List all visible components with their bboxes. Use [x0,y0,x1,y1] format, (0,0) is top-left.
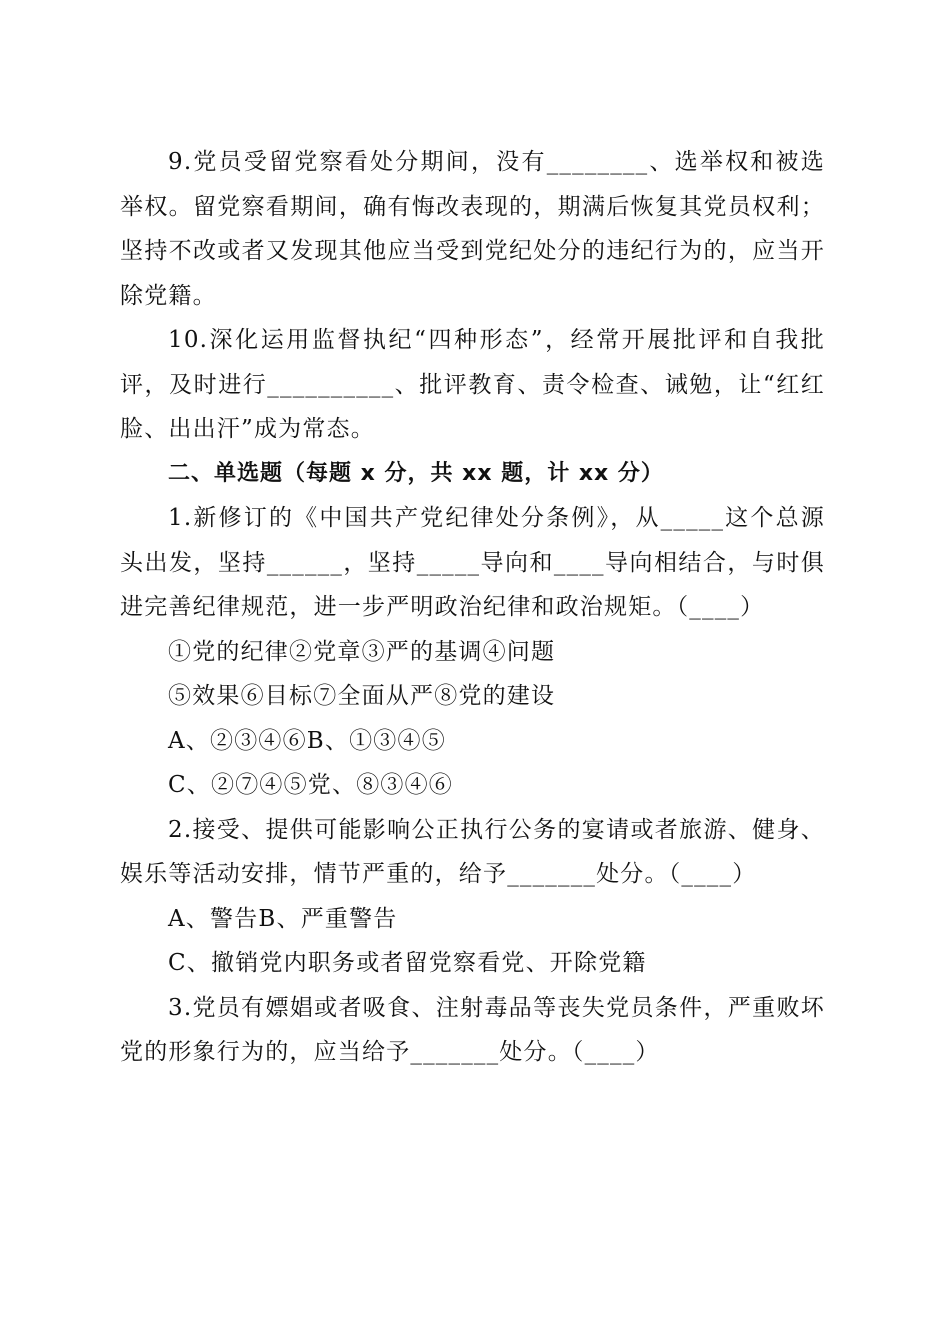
question-1-options-c-d: C、②⑦④⑤党、⑧③④⑥ [168,772,453,798]
single-choice-question-3: 3.党员有嫖娼或者吸食、注射毒品等丧失党员条件，严重败坏党的形象行为的，应当给予_______处分。（____） [120,994,825,1065]
question-1-items-line-1: ①党的纪律②党章③严的基调④问题 [168,638,556,665]
document-body [120,140,825,1075]
single-choice-question-2: 2.接受、提供可能影响公正执行公务的宴请或者旅游、健身、娱乐等活动安排，情节严重的，给予_______处分。（____） [120,816,825,887]
question-9-fill-blank: 9.党员受留党察看处分期间，没有________、选举权和被选举权。留党察看期间，确有悔改表现的，期满后恢复其党员权利；坚持不改或者又发现其他应当受到党纪处分的违纪行为的，应当开除党籍。 [120,149,825,309]
question-1-options-a-b: A、②③④⑥B、①③④⑤ [168,727,446,754]
section-heading-single-choice: 二、单选题（每题 x 分，共 xx 题，计 xx 分） [168,460,664,486]
question-10-fill-blank: 10.深化运用监督执纪“四种形态”，经常开展批评和自我批评，及时进行__________、批评教育、责令检查、诫勉，让“红红脸、出出汗”成为常态。 [120,327,825,442]
question-2-options-a-b: A、警告B、严重警告 [168,905,398,932]
single-choice-question-1: 1.新修订的《中国共产党纪律处分条例》，从_____这个总源头出发，坚持______，坚持_____导向和____导向相结合，与时俱进完善纪律规范，进一步严明政治纪律和政治规矩。（____） [120,505,825,620]
question-2-options-c-d: C、撤销党内职务或者留党察看党、开除党籍 [168,950,647,976]
question-1-items-line-2: ⑤效果⑥目标⑦全面从严⑧党的建设 [168,683,556,709]
